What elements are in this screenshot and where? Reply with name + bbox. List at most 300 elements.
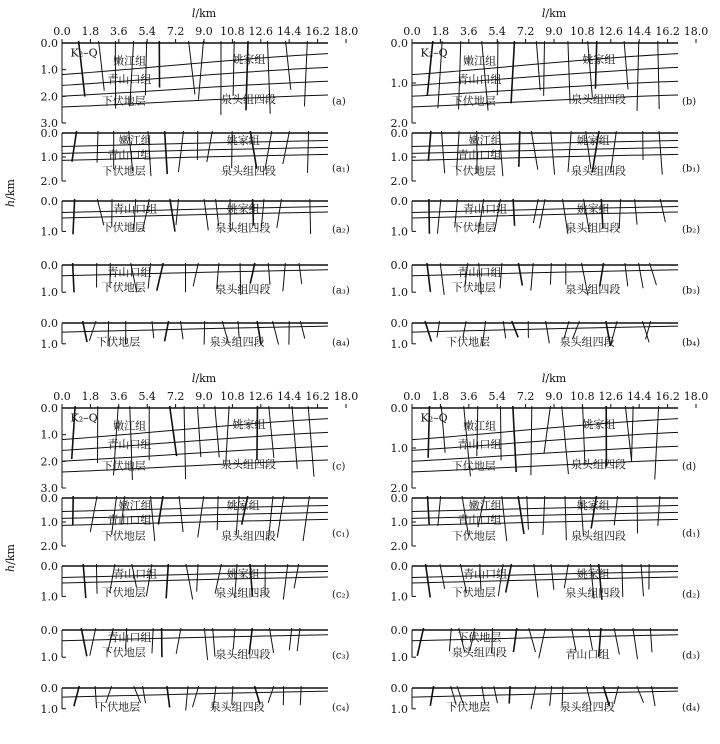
panel-a3 xyxy=(41,259,350,299)
panel-label: (d₂) xyxy=(682,589,701,601)
x-tick-label: 18.0 xyxy=(333,390,359,403)
fault-line xyxy=(204,628,207,660)
x-tick-label: 12.6 xyxy=(248,390,274,403)
fault-line xyxy=(546,321,550,343)
unit-label: 青山口组 xyxy=(107,513,152,527)
fault-line xyxy=(145,41,146,95)
fault-line xyxy=(176,199,179,225)
fault-line xyxy=(531,263,533,291)
panel-b0 xyxy=(391,37,697,130)
fault-line xyxy=(268,263,270,285)
fault-line xyxy=(294,564,299,588)
unit-label: 青山口组 xyxy=(463,567,508,581)
fault-line xyxy=(635,199,637,225)
unit-label: 下伏地层 xyxy=(101,585,146,599)
fault-line xyxy=(158,496,163,524)
fault-line xyxy=(588,628,592,650)
panel-c3 xyxy=(41,624,350,664)
panel-d2 xyxy=(391,560,701,603)
unit-label: 青山口组 xyxy=(457,73,502,86)
fault-line xyxy=(536,41,540,90)
unit-label: 泉头组四段 xyxy=(221,164,277,178)
unit-label: 青山口组 xyxy=(457,148,502,162)
fault-line xyxy=(167,686,170,708)
x-tick-label: 7.2 xyxy=(516,25,535,38)
x-tick-label: 14.4 xyxy=(626,25,652,38)
y-tick-label: 1.0 xyxy=(390,286,408,300)
unit-label: 嫩江组 xyxy=(468,499,502,513)
fault-line xyxy=(534,564,538,597)
panel-label: (c) xyxy=(332,461,346,473)
x-tick-label: 5.4 xyxy=(138,25,156,38)
unit-label: 泉头组四段 xyxy=(571,164,627,178)
x-tick-label: 3.6 xyxy=(110,390,128,403)
unit-label: 泉头组四段 xyxy=(221,93,277,106)
x-axis-title: l/km xyxy=(541,372,567,385)
unit-label: 下伏地层 xyxy=(96,700,141,714)
unit-label: 青山口组 xyxy=(107,438,152,451)
unit-label: 青山口组 xyxy=(107,630,152,644)
fault-line xyxy=(197,406,200,457)
unit-label: 下伏地层 xyxy=(101,459,146,473)
horizon-line xyxy=(62,326,328,332)
unit-label: 下伏地层 xyxy=(451,585,496,599)
fault-line xyxy=(184,406,185,479)
fault-line xyxy=(622,564,623,597)
fault-line xyxy=(257,406,258,460)
unit-label: K₂–Q xyxy=(420,46,448,60)
fault-line xyxy=(283,564,288,600)
fault-line xyxy=(179,496,183,532)
fault-line xyxy=(568,41,570,104)
unit-label: 下伏地层 xyxy=(451,220,496,234)
fault-line xyxy=(430,686,433,706)
panel-label: (b) xyxy=(682,96,697,108)
fault-line xyxy=(497,41,498,95)
unit-label: 下伏地层 xyxy=(451,459,496,473)
panel-label: (a₂) xyxy=(332,224,350,236)
y-tick-label: 0.0 xyxy=(390,259,408,272)
horizon-line xyxy=(412,572,678,578)
x-tick-label: 10.8 xyxy=(570,390,595,403)
fault-line xyxy=(193,686,199,707)
x-tick-label: 10.8 xyxy=(220,390,245,403)
panel-b2 xyxy=(391,195,701,238)
y-tick-label: 1.0 xyxy=(40,337,58,351)
panel-b3 xyxy=(391,259,701,299)
fault-line xyxy=(426,564,431,598)
y-tick-label: 2.0 xyxy=(390,117,408,130)
x-tick-label: 18.0 xyxy=(683,25,709,38)
y-tick-label: 0.0 xyxy=(390,37,408,50)
fault-line xyxy=(659,131,662,174)
fault-line xyxy=(639,263,644,288)
fault-line xyxy=(186,686,188,711)
y-tick-label: 1.0 xyxy=(40,702,58,716)
y-tick-label: 2.0 xyxy=(40,455,58,469)
x-tick-label: 9.0 xyxy=(195,390,213,403)
fault-line xyxy=(655,406,659,479)
x-tick-label: 7.2 xyxy=(166,390,185,403)
x-tick-label: 1.8 xyxy=(431,390,450,403)
unit-label: 青山口组 xyxy=(113,567,158,581)
fault-line xyxy=(500,406,501,460)
unit-label: 嫩江组 xyxy=(113,419,147,433)
panel-a0 xyxy=(41,37,346,130)
unit-label: 姚家组 xyxy=(226,499,260,513)
fault-line xyxy=(186,564,193,599)
x-tick-label: 10.8 xyxy=(570,25,595,38)
unit-label: 姚家组 xyxy=(226,202,260,216)
fault-line xyxy=(166,564,168,598)
unit-label: 下伏地层 xyxy=(451,529,496,543)
unit-label: 姚家组 xyxy=(232,53,266,66)
y-tick-label: 1.0 xyxy=(390,77,408,90)
fault-line xyxy=(233,41,234,96)
unit-label: 嫩江组 xyxy=(118,134,152,148)
fault-line xyxy=(90,496,97,532)
y-tick-label: 2.0 xyxy=(40,90,58,104)
fault-line xyxy=(73,199,75,234)
panel-a4 xyxy=(41,317,350,351)
y-tick-label: 1.0 xyxy=(390,516,408,529)
fault-line xyxy=(81,628,87,656)
horizon-line xyxy=(412,141,678,147)
panel-label: (b₃) xyxy=(682,285,701,297)
x-tick-label: 12.6 xyxy=(598,25,624,38)
x-tick-label: 5.4 xyxy=(488,25,506,38)
panel-label: (a₄) xyxy=(332,337,350,349)
unit-label: 泉头组四段 xyxy=(565,221,621,235)
fault-line xyxy=(157,263,163,291)
unit-label: 青山口组 xyxy=(457,438,502,451)
fault-line xyxy=(513,199,514,226)
unit-label: 下伏地层 xyxy=(446,335,491,349)
fault-line xyxy=(631,406,633,462)
y-tick-label: 1.0 xyxy=(40,428,58,442)
y-tick-label: 0.0 xyxy=(390,402,408,415)
unit-label: 下伏地层 xyxy=(96,335,141,349)
fault-line xyxy=(207,131,212,162)
unit-label: 下伏地层 xyxy=(451,94,496,108)
fault-line xyxy=(215,406,219,457)
x-tick-label: 12.6 xyxy=(248,25,274,38)
x-axis-title: l/km xyxy=(541,7,567,20)
x-tick-label: 0.0 xyxy=(53,390,71,403)
y-tick-label: 1.0 xyxy=(390,702,408,716)
unit-label: 下伏地层 xyxy=(101,646,146,660)
x-axis-c xyxy=(53,372,358,408)
fault-line xyxy=(96,564,97,594)
fault-line xyxy=(440,263,444,295)
fault-line xyxy=(165,131,168,174)
unit-label: 泉头组四段 xyxy=(451,646,507,660)
unit-label: 青山口组 xyxy=(565,647,610,661)
fault-line xyxy=(513,628,516,652)
unit-label: 泉头组四段 xyxy=(209,335,265,349)
y-tick-label: 2.0 xyxy=(390,540,408,553)
y-tick-label: 2.0 xyxy=(390,482,408,495)
y-tick-label: 1.0 xyxy=(40,151,58,164)
fault-line xyxy=(641,564,643,596)
fault-line xyxy=(73,263,74,292)
unit-label: 下伏地层 xyxy=(101,164,146,178)
unit-label: 青山口组 xyxy=(457,265,502,279)
fault-line xyxy=(283,131,290,164)
x-tick-label: 9.0 xyxy=(545,390,563,403)
x-tick-label: 18.0 xyxy=(333,25,359,38)
x-tick-label: 14.4 xyxy=(626,390,652,403)
fault-line xyxy=(625,263,628,286)
horizon-line xyxy=(62,572,328,578)
unit-label: 下伏地层 xyxy=(457,630,502,644)
unit-label: 下伏地层 xyxy=(446,700,491,714)
fault-line xyxy=(502,496,507,541)
y-tick-label: 0.0 xyxy=(40,682,58,695)
fault-line xyxy=(277,496,284,538)
horizon-line xyxy=(62,154,328,160)
fault-line xyxy=(197,564,198,592)
horizon-line xyxy=(62,577,328,583)
fault-line xyxy=(539,199,545,228)
y-tick-label: 0.0 xyxy=(390,195,408,208)
unit-label: 青山口组 xyxy=(463,202,508,216)
fault-line xyxy=(625,406,631,462)
fault-line xyxy=(299,263,302,284)
panel-d1 xyxy=(391,492,701,553)
horizon-line xyxy=(62,207,328,213)
panel-d3 xyxy=(391,624,701,664)
fault-line xyxy=(588,41,593,97)
panel-label: (a) xyxy=(332,96,346,108)
fault-line xyxy=(633,628,638,659)
fault-line xyxy=(539,628,546,658)
fault-line xyxy=(198,41,203,100)
x-tick-label: 5.4 xyxy=(138,390,156,403)
horizon-line xyxy=(412,519,678,525)
x-tick-label: 14.4 xyxy=(276,25,302,38)
fault-line xyxy=(544,406,550,453)
fault-line xyxy=(297,628,300,651)
unit-label: 泉头组四段 xyxy=(215,282,271,296)
unit-label: K₂–Q xyxy=(420,411,448,425)
fault-line xyxy=(442,131,445,173)
panel-label: (c₂) xyxy=(332,589,350,601)
x-tick-label: 9.0 xyxy=(195,25,213,38)
horizon-line xyxy=(62,512,328,518)
unit-label: 青山口组 xyxy=(107,265,152,279)
panel-label: (c₄) xyxy=(332,702,350,714)
fault-line xyxy=(90,628,96,656)
y-tick-label: 0.0 xyxy=(390,560,408,573)
panel-label: (d₁) xyxy=(682,528,701,540)
fault-line xyxy=(417,628,423,656)
fault-line xyxy=(204,321,205,345)
fault-line xyxy=(518,263,522,286)
y-tick-label: 2.0 xyxy=(40,175,58,188)
unit-label: 下伏地层 xyxy=(451,281,496,295)
fault-line xyxy=(308,131,309,173)
fault-line xyxy=(283,263,285,291)
unit-label: 青山口组 xyxy=(457,513,502,527)
y-tick-label: 2.0 xyxy=(40,540,58,553)
horizon-line xyxy=(412,577,678,583)
horizon-line xyxy=(412,212,678,218)
x-tick-label: 7.2 xyxy=(166,25,185,38)
fault-line xyxy=(226,406,229,464)
fault-line xyxy=(511,41,514,103)
fault-line xyxy=(649,263,656,285)
x-axis-b xyxy=(403,7,708,43)
horizon-line xyxy=(62,141,328,147)
fault-line xyxy=(518,496,524,534)
unit-label: 姚家组 xyxy=(576,202,610,216)
unit-label: 泉头组四段 xyxy=(221,529,277,543)
fault-line xyxy=(152,628,153,653)
fault-line xyxy=(533,199,538,223)
panel-c1 xyxy=(41,492,350,553)
y-tick-label: 1.0 xyxy=(390,151,408,164)
fault-line xyxy=(300,686,301,705)
panel-a2 xyxy=(41,195,350,238)
x-tick-label: 16.2 xyxy=(305,25,330,38)
panel-b1 xyxy=(391,127,701,188)
fault-line xyxy=(233,628,235,649)
panel-label: (b₄) xyxy=(682,337,701,349)
x-tick-label: 18.0 xyxy=(683,390,709,403)
fault-line xyxy=(217,496,218,530)
panel-b4 xyxy=(391,317,701,351)
panel-label: (d₃) xyxy=(682,650,701,662)
y-tick-label: 1.0 xyxy=(40,63,58,77)
unit-label: 姚家组 xyxy=(232,418,266,431)
x-axis-d xyxy=(403,372,708,408)
fault-line xyxy=(650,628,652,652)
y-tick-label: 0.0 xyxy=(40,259,58,272)
fault-line xyxy=(509,686,510,704)
y-tick-label: 0.0 xyxy=(390,624,408,637)
unit-label: 泉头组四段 xyxy=(215,647,271,661)
y-tick-label: 2.0 xyxy=(390,175,408,188)
fault-line xyxy=(550,263,551,285)
fault-line xyxy=(308,406,314,477)
y-tick-label: 1.0 xyxy=(390,590,408,604)
x-tick-label: 1.8 xyxy=(81,25,100,38)
fault-line xyxy=(544,41,545,96)
unit-label: 泉头组四段 xyxy=(565,282,621,296)
panel-c0 xyxy=(41,402,346,495)
panel-label: (c₃) xyxy=(332,650,350,662)
horizon-line xyxy=(412,207,678,213)
horizon-line xyxy=(412,154,678,160)
unit-label: 泉头组四段 xyxy=(209,700,265,714)
unit-label: 姚家组 xyxy=(576,499,610,513)
horizon-line xyxy=(62,419,328,440)
horizon-line xyxy=(412,326,678,332)
panel-d0 xyxy=(391,402,697,495)
fault-line xyxy=(97,131,98,163)
x-tick-label: 14.4 xyxy=(276,390,302,403)
unit-label: 嫩江组 xyxy=(463,54,497,68)
fault-line xyxy=(178,131,183,172)
fault-line xyxy=(624,41,628,89)
fault-line xyxy=(531,686,536,709)
y-tick-label: 0.0 xyxy=(390,682,408,695)
horizon-line xyxy=(62,635,328,641)
fault-line xyxy=(658,496,660,526)
horizon-line xyxy=(62,506,328,512)
fault-line xyxy=(310,199,311,234)
fault-line xyxy=(646,321,651,339)
y-tick-label: 0.0 xyxy=(40,127,58,140)
unit-label: K₂–Q xyxy=(70,411,98,425)
panel-c4 xyxy=(41,682,350,716)
y-tick-label: 0.0 xyxy=(40,624,58,637)
unit-label: 姚家组 xyxy=(576,567,610,581)
panel-label: (c₁) xyxy=(332,528,350,540)
fault-line xyxy=(427,263,430,292)
horizon-line xyxy=(62,519,328,525)
unit-label: 姚家组 xyxy=(582,53,616,66)
x-tick-label: 1.8 xyxy=(431,25,450,38)
panel-label: (d) xyxy=(682,461,697,473)
unit-label: 泉头组四段 xyxy=(571,458,627,471)
x-tick-label: 10.8 xyxy=(220,25,245,38)
x-tick-label: 16.2 xyxy=(655,390,680,403)
fault-line xyxy=(527,496,529,530)
unit-label: 下伏地层 xyxy=(101,529,146,543)
unit-label: 泉头组四段 xyxy=(565,586,621,600)
panel-label: (b₁) xyxy=(682,163,701,175)
unit-label: 姚家组 xyxy=(582,418,616,431)
y-tick-label: 1.0 xyxy=(40,651,58,665)
horizon-line xyxy=(62,147,328,153)
x-tick-label: 3.6 xyxy=(110,25,128,38)
fault-line xyxy=(550,686,552,706)
horizon-line xyxy=(412,270,678,276)
y-tick-label: 0.0 xyxy=(390,317,408,330)
unit-label: 嫩江组 xyxy=(113,54,147,68)
x-tick-label: 3.6 xyxy=(460,390,478,403)
panel-a1 xyxy=(41,127,350,188)
x-tick-label: 1.8 xyxy=(81,390,100,403)
unit-label: 姚家组 xyxy=(576,134,610,148)
y-tick-label: 0.0 xyxy=(40,560,58,573)
panel-label: (a₁) xyxy=(332,163,350,175)
unit-label: 泉头组四段 xyxy=(221,458,277,471)
y-tick-label: 1.0 xyxy=(40,286,58,300)
x-axis-a xyxy=(53,7,358,43)
y-tick-label: 1.0 xyxy=(390,337,408,351)
fault-line xyxy=(273,321,279,345)
y-tick-label: 1.0 xyxy=(390,442,408,455)
horizon-line xyxy=(412,147,678,153)
x-tick-label: 9.0 xyxy=(545,25,563,38)
panel-d4 xyxy=(391,682,701,716)
y-tick-label: 1.0 xyxy=(40,225,58,239)
y-tick-label: 1.0 xyxy=(390,225,408,239)
y-tick-label: 1.0 xyxy=(40,590,58,604)
fault-line xyxy=(551,564,554,590)
unit-label: 嫩江组 xyxy=(118,499,152,513)
x-tick-label: 0.0 xyxy=(403,25,421,38)
fault-line xyxy=(519,131,520,167)
y-tick-label: 3.0 xyxy=(40,117,58,130)
x-tick-label: 0.0 xyxy=(53,25,71,38)
x-tick-label: 16.2 xyxy=(305,390,330,403)
fault-line xyxy=(250,263,255,284)
y-axis-title: h/km xyxy=(4,544,17,572)
